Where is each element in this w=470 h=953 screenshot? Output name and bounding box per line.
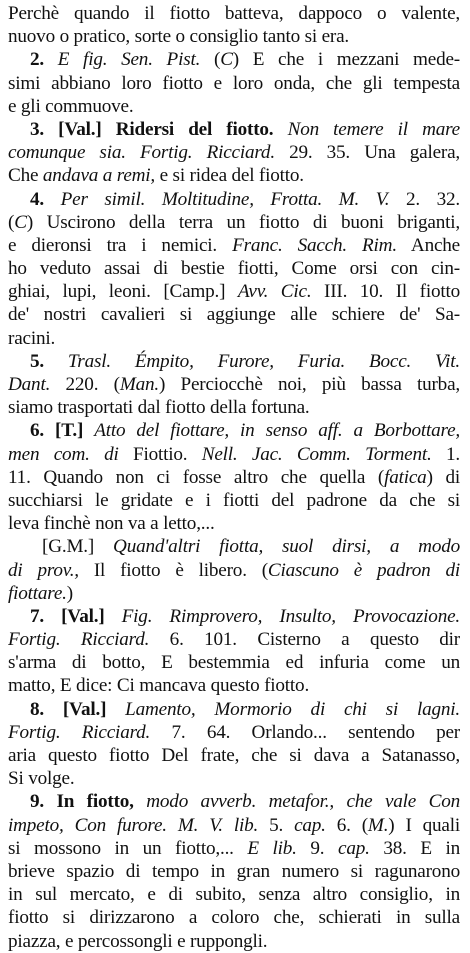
text-segment: Perchè quando il fiotto batteva, dappoco o valente, [8,3,460,24]
text-segment: nuovo o pratico, sorte o consiglio tanto si era. [8,26,350,48]
text-segment: 29. 35. Una galera, [274,142,460,164]
italic-text: Avv. Cic. [237,281,312,303]
text-line [8,721,460,744]
text-segment: e dieronsi tra i nemici. [8,234,233,256]
text-line [8,582,460,605]
text-line [8,327,460,350]
italic-text: Dant. [8,374,51,395]
text-segment: Fiottio. [118,443,202,465]
italic-text: Fortig. Ricciard. [8,629,150,651]
text-segment: 9. [296,837,339,859]
text-line [8,211,460,234]
italic-text: Franc. Sacch. Rim. [232,234,397,256]
text-segment [273,119,287,140]
italic-text: Nell. Jac. Comm. Torment. [201,443,432,465]
text-line [8,443,460,466]
text-line [8,188,460,211]
entry-number: 5. [30,350,68,372]
text-segment: 220. ( [50,374,120,395]
text-line [8,95,460,118]
text-segment: 38. E in [369,837,460,859]
text-line [8,535,460,558]
italic-text: C [14,211,27,233]
text-segment: aria questo fiotto Del frate, che si dava a Satanasso, [8,745,460,766]
text-line [8,837,460,860]
italic-text: di prov., [8,559,79,581]
text-segment: piazza, e percossongli e ruppongli. [8,930,268,952]
text-line [8,489,460,512]
text-line [8,651,460,674]
text-line [8,72,460,95]
entry-number: 6. [T.] [30,420,95,442]
text-line [8,2,460,25]
text-segment: simi abbiano loro fiotto e loro onda, che gli tempesta [8,72,460,94]
text-line [8,396,460,419]
text-line [8,303,460,326]
text-line [8,234,460,257]
text-segment: si mossono in un fiotto,... [8,837,248,859]
italic-text: Per simil. Moltitudine, Frotta. M. V. [60,188,390,210]
text-line [8,25,460,48]
text-line [8,141,460,164]
text-segment: Anche [396,234,460,256]
text-line [8,767,460,790]
italic-text: Fortig. Ricciard. [8,721,151,743]
text-segment: de' nostri cavalieri si aggiunge alle schiere de' Sa- [8,304,460,326]
italic-text: Atto del fiottare, in senso aff. a Borbottare, [94,420,460,442]
italic-text: men com. di [8,443,119,465]
entry-number: 3. [Val.] [30,118,116,140]
italic-text: cap. [294,814,326,836]
text-segment: racini. [8,327,56,349]
italic-text: M. [367,814,389,836]
entry-number: 2. [30,49,58,71]
text-segment: succhiarsi le gridate e i fiotti del padrone da che si [8,489,460,511]
entry-number: 8. [Val.] [30,698,126,720]
text-segment: fiotto si dirizzarono a coloro che, schierati in sulla [8,907,460,929]
text-line [8,350,460,373]
text-segment: ) Uscirono della terra un fiotto di buoni briganti, [26,211,460,233]
text-line [8,744,460,767]
text-segment: s'arma di botto, E bestemmia ed infuria come un [8,652,460,674]
text-line [8,48,460,71]
text-line [8,698,460,721]
entry-number: 4. [30,188,61,210]
italic-text: impeto, Con furore. M. V. lib. [8,814,259,836]
text-segment: 11. Quando non ci fosse altro che quella ( [8,466,385,488]
text-segment: 7. 64. Orlando... sentendo per [150,721,460,743]
italic-text: comunque sia. Fortig. Ricciard. [8,142,275,164]
italic-text: Trasl. Émpito, Furore, Furia. Bocc. Vit. [67,350,460,372]
text-segment [134,791,146,812]
text-segment: matto, E dice: Ci mancava questo fiotto. [8,675,310,697]
italic-text: E lib. [247,837,297,859]
text-line [8,790,460,813]
text-segment: ) Perciocchè noi, più bassa turba, [158,374,460,395]
text-segment: 5. [258,814,295,836]
italic-text: cap. [338,837,370,859]
text-segment: 2. 32. [389,188,460,210]
text-line [8,814,460,837]
text-line [8,930,460,953]
text-line [8,883,460,906]
text-segment: ) E che i mezzani mede- [232,49,460,71]
text-segment: siamo trasportati dal fiotto della fortuna. [8,397,310,419]
text-segment: III. 10. Il fiotto [311,281,460,303]
text-segment: ( [8,211,15,233]
entry-number: Ridersi del fiotto. [115,118,274,140]
text-line [8,466,460,489]
italic-text: modo avverb. metafor., che vale Con [146,791,460,813]
text-line [8,164,460,187]
text-segment: leva finchè non va a letto,... [8,513,215,535]
italic-text: fatica [384,466,427,488]
text-segment: e si ridea del fiotto. [155,165,304,187]
text-segment: ghiai, lupi, leoni. [Camp.] [8,281,238,303]
italic-text: Ciascuno è padron di [267,559,460,581]
text-segment: in sul mercato, e di subito, senza altro consiglio, in [8,884,460,906]
text-line [8,257,460,280]
italic-text: C [220,49,233,71]
text-segment: 6. ( [325,814,368,836]
italic-text: andava a remi, [42,165,156,187]
text-line [8,512,460,535]
text-segment: 1. [431,443,460,465]
text-line [8,906,460,929]
text-segment: ) di [426,466,460,488]
text-segment: [G.M.] [42,536,114,558]
text-segment: e gli commuove. [8,95,134,117]
text-line [8,118,460,141]
italic-text: Man. [119,374,159,395]
text-line [8,373,460,396]
entry-number: 7. [Val.] [30,605,122,627]
text-line [8,419,460,442]
italic-text: Non temere il mare [287,118,460,140]
text-segment: Il fiotto è libero. ( [78,559,268,581]
text-segment: 6. 101. Cisterno a questo dir [149,629,460,651]
italic-text: E fig. Sen. Pist. [57,49,201,71]
text-line [8,628,460,651]
text-segment: ) I quali [388,814,460,836]
text-segment: ( [200,49,221,71]
text-segment: Si volge. [8,768,75,790]
italic-text: Lamento, Mormorio di chi si lagni. [125,698,460,720]
text-segment: ho veduto assai di bestie fiotti, Come orsi con cin- [8,258,460,280]
text-line [8,559,460,582]
italic-text: fiottare. [8,582,67,604]
entry-number: 9. In fiotto, [30,791,134,813]
italic-text: Quand'altri fiotta, suol dirsi, a modo [113,536,460,558]
text-line [8,280,460,303]
text-line [8,860,460,883]
text-line [8,674,460,697]
text-segment: brieve spazio di tempo in gran numero si ragunarono [8,860,460,882]
italic-text: Fig. Rimprovero, Insulto, Provocazione. [121,605,460,627]
text-segment: ) [66,582,73,604]
text-segment: Che [8,165,43,187]
text-line [8,605,460,628]
